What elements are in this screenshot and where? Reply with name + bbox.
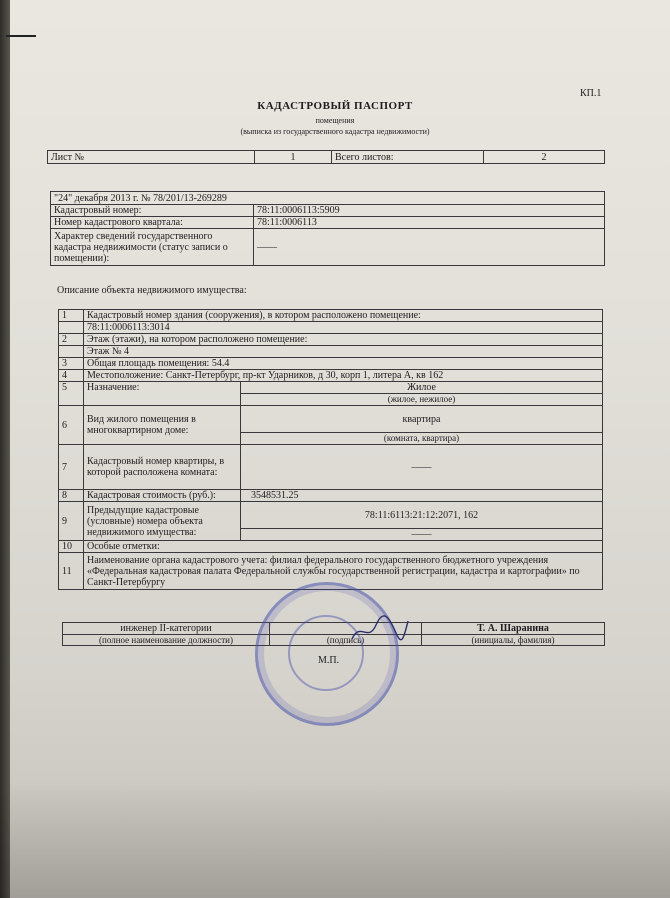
handwritten-signature xyxy=(350,615,410,645)
document-subtitle-2: (выписка из государственного кадастра недвижимости) xyxy=(240,127,430,136)
stamp-place-label: М.П. xyxy=(318,655,340,666)
row-number: 3 xyxy=(59,358,84,370)
sheet-label: Лист № xyxy=(48,151,255,164)
area-label: Общая площадь помещения: 54.4 xyxy=(84,358,603,370)
purpose-hint: (жилое, нежилое) xyxy=(241,394,603,406)
info-table xyxy=(50,191,605,266)
apartment-cadastral-value: —— xyxy=(241,445,603,490)
purpose-value: Жилое xyxy=(241,382,603,394)
row-number: 10 xyxy=(59,541,84,553)
row-number: 6 xyxy=(59,406,84,445)
position-hint: (полное наименование должности) xyxy=(63,635,270,646)
date-line: "24" декабря 2013 г. № 78/201/13-269289 xyxy=(51,192,605,205)
description-heading: Описание объекта недвижимого имущества: xyxy=(57,285,247,296)
previous-numbers-label: Предыдущие кадастровые (условные) номера объекта недвижимого имущества: xyxy=(84,502,241,541)
row-number: 7 xyxy=(59,445,84,490)
document-subtitle: помещения xyxy=(315,116,355,125)
cadastral-value-amount: 3548531.25 xyxy=(241,490,603,502)
authority-label: Наименование органа кадастрового учета: филиал федерального государственного бюджетного учреждения «Федеральная кадастровая палата Федеральной службы государственной регистрации, кадастра и картографии» по Санкт-Петербургу xyxy=(84,553,603,590)
sheet-number: 1 xyxy=(255,151,332,164)
row-number: 11 xyxy=(59,553,84,590)
document-title: КАДАСТРОВЫЙ ПАСПОРТ xyxy=(257,100,413,112)
dwelling-type-label: Вид жилого помещения в многоквартирном доме: xyxy=(84,406,241,445)
previous-numbers-extra: —— xyxy=(241,529,603,541)
sheet-table xyxy=(47,150,605,164)
signer-name: Т. А. Шаранина xyxy=(422,623,605,635)
previous-numbers-value: 78:11:6113:21:12:2071, 162 xyxy=(241,502,603,529)
dwelling-type-value: квартира xyxy=(241,406,603,433)
total-sheets-label: Всего листов: xyxy=(332,151,484,164)
pen-mark xyxy=(6,35,36,37)
cadastral-number-label: Кадастровый номер: xyxy=(51,205,254,217)
quarter-number-value: 78:11:0006113 xyxy=(254,217,605,229)
row-number: 8 xyxy=(59,490,84,502)
apartment-cadastral-label: Кадастровый номер квартиры, в которой расположена комната: xyxy=(84,445,241,490)
cadastral-number-value: 78:11:0006113:5909 xyxy=(254,205,605,217)
row-number: 9 xyxy=(59,502,84,541)
name-hint: (инициалы, фамилия) xyxy=(422,635,605,646)
special-notes-label: Особые отметки: xyxy=(84,541,603,553)
quarter-number-label: Номер кадастрового квартала: xyxy=(51,217,254,229)
building-cadastral-value: 78:11:0006113:3014 xyxy=(84,322,603,334)
record-status-label: Характер сведений государственного кадастра недвижимости (статус записи о помещении): xyxy=(51,229,254,266)
location-label: Местоположение: Санкт-Петербург, пр-кт Ударников, д 30, корп 1, литера А, кв 162 xyxy=(84,370,603,382)
row-number: 5 xyxy=(59,382,84,406)
signature-hint: (подпись) xyxy=(270,635,422,646)
purpose-label: Назначение: xyxy=(84,382,241,406)
cadastral-value-label: Кадастровая стоимость (руб.): xyxy=(84,490,241,502)
building-cadastral-label: Кадастровый номер здания (сооружения), в котором расположено помещение: xyxy=(84,310,603,322)
row-number: 2 xyxy=(59,334,84,346)
form-code: КП.1 xyxy=(580,88,602,99)
total-sheets-value: 2 xyxy=(484,151,605,164)
floor-value: Этаж № 4 xyxy=(84,346,603,358)
record-status-value: —— xyxy=(254,229,605,266)
dwelling-type-hint: (комната, квартира) xyxy=(241,433,603,445)
photo-shading xyxy=(0,778,670,898)
object-description-table xyxy=(58,309,603,590)
signer-position: инженер II-категории xyxy=(63,623,270,635)
floor-label: Этаж (этажи), на котором расположено помещение: xyxy=(84,334,603,346)
row-number: 4 xyxy=(59,370,84,382)
row-number: 1 xyxy=(59,310,84,322)
